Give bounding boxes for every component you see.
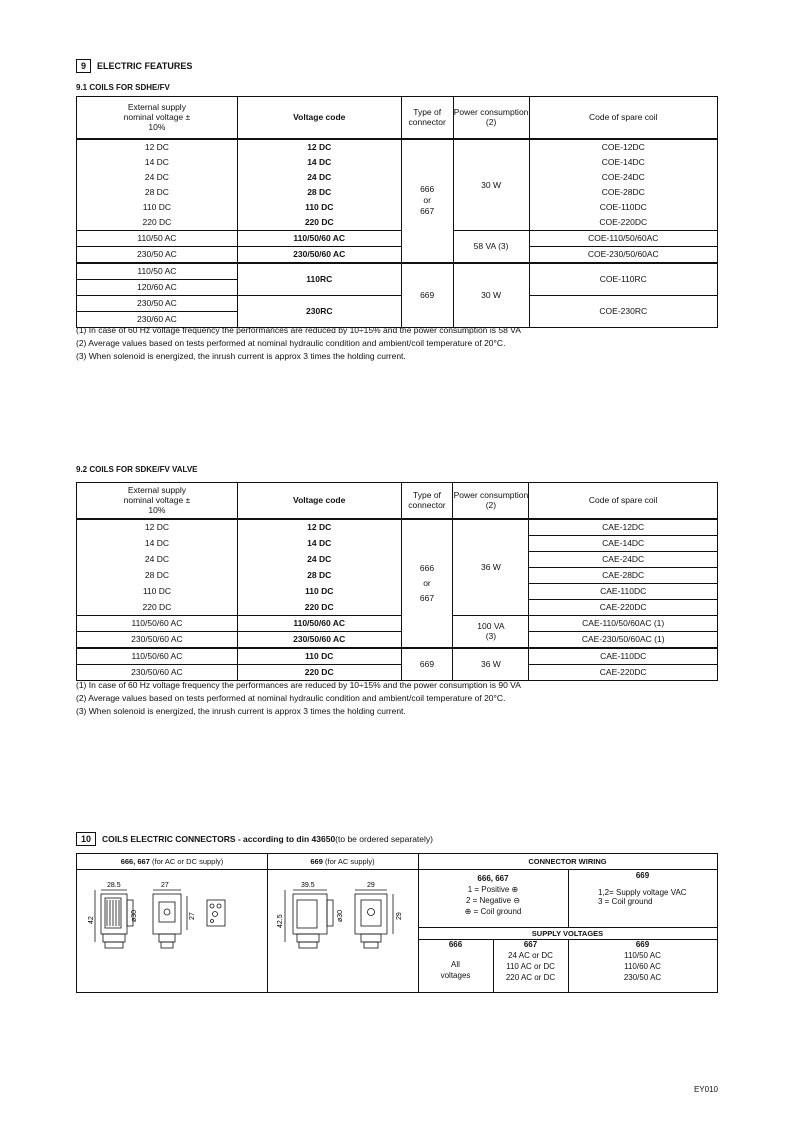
cell-voltage-code: 28 DC <box>237 185 401 200</box>
cell-supply: 24 DC <box>77 551 238 567</box>
cell-supply: 110 DC <box>77 583 238 599</box>
cell-voltage-code: 12 DC <box>237 139 401 155</box>
connector-669-column <box>267 854 419 992</box>
dim-height: 42 <box>88 916 95 924</box>
dim-width-1: 28.5 <box>107 882 121 889</box>
dim-height: 42.5 <box>277 914 284 928</box>
cell-supply: 230/50 AC <box>77 246 238 263</box>
supply-667 <box>493 939 569 992</box>
supply-value: 110/60 AC <box>624 962 661 971</box>
connector-value: 666 <box>419 562 435 573</box>
connector-panel <box>76 853 718 993</box>
cell-power-ac <box>453 615 529 648</box>
header-spare-coil: Code of spare coil <box>529 97 717 139</box>
cell-spare-coil: CAE-110DC <box>529 648 718 665</box>
cell-spare-coil: COE-220DC <box>529 215 717 231</box>
connector-or: or <box>423 195 431 205</box>
wiring-669 <box>568 869 717 927</box>
section-title: ELECTRIC FEATURES <box>97 61 193 71</box>
supply-669 <box>568 939 717 992</box>
cell-power-669: 36 W <box>453 648 529 681</box>
cell-supply: 14 DC <box>77 155 238 170</box>
supply-col-header: 669 <box>635 940 650 949</box>
connector-666-667-column <box>77 854 268 992</box>
cell-spare-coil: COE-12DC <box>529 139 717 155</box>
cell-spare-coil-110rc: COE-110RC <box>529 263 717 296</box>
cell-spare-coil: CAE-24DC <box>529 551 718 567</box>
coil-table-sdhe <box>76 96 718 328</box>
cell-connector-669: 669 <box>401 648 453 681</box>
connector-or: or <box>423 577 431 588</box>
cell-spare-coil: CAE-220DC <box>529 599 718 615</box>
cell-voltage-code: 14 DC <box>237 535 401 551</box>
connector-669-drawing <box>271 878 415 962</box>
cell-supply: 110/50 AC <box>77 230 238 246</box>
section-number: 9 <box>76 59 91 73</box>
header-power: Power consumption (2) <box>453 97 529 139</box>
cell-voltage-code-230rc: 230RC <box>237 295 401 327</box>
note: (1) In case of 60 Hz voltage frequency the performances are reduced by 10÷15% and the power consumption is 58 VA <box>76 325 521 335</box>
cell-supply: 120/60 AC <box>77 279 238 295</box>
note: (3) When solenoid is energized, the inrush current is approx 3 times the holding current. <box>76 706 406 716</box>
supply-value: 110 AC or DC <box>506 962 555 971</box>
cell-supply: 220 DC <box>77 599 238 615</box>
note: (2) Average values based on tests performed at nominal hydraulic condition and ambient/coil temperature of 20°C. <box>76 338 506 348</box>
header-supply: External supply nominal voltage ± 10% <box>77 483 238 519</box>
supply-value: 220 AC or DC <box>505 973 556 982</box>
cell-voltage-code: 24 DC <box>237 170 401 185</box>
cell-voltage-code: 14 DC <box>237 155 401 170</box>
coil-table-sdke <box>76 482 718 681</box>
cell-spare-coil-230rc: COE-230RC <box>529 295 717 327</box>
cell-voltage-code: 220 DC <box>237 599 401 615</box>
header-supply: External supply nominal voltage ± 10% <box>77 97 238 139</box>
cell-supply: 230/50/60 AC <box>77 631 238 648</box>
wiring-line: ⊕ = Coil ground <box>464 907 522 916</box>
cell-voltage-code: 110/50/60 AC <box>237 230 401 246</box>
cell-supply: 220 DC <box>77 215 238 231</box>
cell-voltage-code: 220 DC <box>237 664 401 680</box>
supply-voltages-header: SUPPLY VOLTAGES <box>418 927 717 940</box>
connector-value: 666 <box>420 184 435 194</box>
power-note: (3) <box>485 631 497 641</box>
header-connector: Type of connector <box>401 483 453 519</box>
cell-voltage-code: 28 DC <box>237 567 401 583</box>
cell-spare-coil: COE-14DC <box>529 155 717 170</box>
cell-spare-coil: CAE-220DC <box>529 664 718 680</box>
cell-spare-coil: CAE-14DC <box>529 535 718 551</box>
cell-spare-coil: COE-230/50/60AC <box>529 246 717 263</box>
cell-voltage-code: 230/50/60 AC <box>237 246 401 263</box>
connector-wiring-column <box>418 854 717 992</box>
dim-diameter: ø30 <box>337 909 344 922</box>
header-power: Power consumption (2) <box>453 483 529 519</box>
section-number: 10 <box>76 832 96 846</box>
cell-power-ac: 58 VA (3) <box>453 230 529 263</box>
supply-666 <box>418 939 494 992</box>
wiring-666-667 <box>418 869 569 927</box>
cell-supply: 230/60 AC <box>77 311 238 327</box>
cell-supply: 110/50/60 AC <box>77 648 238 665</box>
supply-value: 24 AC or DC <box>508 951 553 960</box>
dim-height-2: 27 <box>189 912 196 920</box>
wiring-title: 666, 667 <box>477 874 509 883</box>
header-note: (for AC or DC supply) <box>152 857 224 866</box>
cell-spare-coil: CAE-110DC <box>529 583 718 599</box>
supply-value: 110/50 AC <box>624 951 661 960</box>
power-value: 100 VA <box>477 621 505 631</box>
cell-voltage-code: 110 DC <box>237 583 401 599</box>
supply-col-header: 667 <box>523 940 538 949</box>
notes-9-2 <box>76 679 521 718</box>
column-header <box>267 854 418 870</box>
cell-supply: 110/50 AC <box>77 263 238 280</box>
header-voltage-code: Voltage code <box>237 483 401 519</box>
cell-supply: 14 DC <box>77 535 238 551</box>
dim-width-2: 29 <box>367 882 375 889</box>
dim-width-1: 39.5 <box>301 882 315 889</box>
notes-9-1 <box>76 324 521 363</box>
header-code: 666, 667 <box>120 857 150 866</box>
header-connector: Type of connector <box>401 97 453 139</box>
cell-connector-669: 669 <box>401 263 453 328</box>
subsection-9-2-title: 9.2 COILS FOR SDKE/FV VALVE <box>76 465 198 474</box>
cell-spare-coil: COE-28DC <box>529 185 717 200</box>
connector-value: 667 <box>420 206 435 216</box>
cell-voltage-code: 230/50/60 AC <box>237 631 401 648</box>
cell-spare-coil: COE-110/50/60AC <box>529 230 717 246</box>
header-code: 669 <box>310 857 323 866</box>
dim-height-2: 29 <box>396 912 403 920</box>
header-note: (for AC supply) <box>325 857 375 866</box>
cell-supply: 12 DC <box>77 519 238 536</box>
cell-spare-coil: CAE-230/50/60AC (1) <box>529 631 718 648</box>
wiring-line: 1 = Positive ⊕ <box>467 885 519 894</box>
cell-supply: 230/50 AC <box>77 295 238 311</box>
cell-voltage-code-110rc: 110RC <box>237 263 401 296</box>
supply-value: voltages <box>440 971 471 980</box>
cell-supply: 28 DC <box>77 567 238 583</box>
section-title-note: (to be ordered separately) <box>335 834 433 844</box>
cell-spare-coil: COE-24DC <box>529 170 717 185</box>
note: (3) When solenoid is energized, the inrush current is approx 3 times the holding current. <box>76 351 406 361</box>
section-10-heading <box>76 832 433 846</box>
cell-voltage-code: 12 DC <box>237 519 401 536</box>
wiring-title: 669 <box>635 871 650 880</box>
subsection-9-1-title: 9.1 COILS FOR SDHE/FV <box>76 83 170 92</box>
connector-666-667-drawing <box>87 878 259 962</box>
cell-spare-coil: CAE-28DC <box>529 567 718 583</box>
cell-voltage-code: 110 DC <box>237 648 401 665</box>
note: (1) In case of 60 Hz voltage frequency the performances are reduced by 10÷15% and the power consumption is 90 VA <box>76 680 521 690</box>
header-spare-coil: Code of spare coil <box>529 483 718 519</box>
wiring-line: 2 = Negative ⊖ <box>465 896 521 905</box>
cell-connector-666-667 <box>401 139 453 263</box>
note: (2) Average values based on tests performed at nominal hydraulic condition and ambient/coil temperature of 20°C. <box>76 693 506 703</box>
wiring-header: CONNECTOR WIRING <box>418 854 717 870</box>
cell-spare-coil: CAE-12DC <box>529 519 718 536</box>
wiring-line: 3 = Coil ground <box>598 897 653 906</box>
cell-connector-666-667 <box>401 519 453 648</box>
document-code: EY010 <box>693 1085 718 1094</box>
supply-col-header: 666 <box>448 940 463 949</box>
dim-width-2: 27 <box>161 882 169 889</box>
section-9-heading <box>76 59 192 73</box>
cell-supply: 110/50/60 AC <box>77 615 238 631</box>
header-voltage-code: Voltage code <box>237 97 401 139</box>
cell-power-dc: 30 W <box>453 139 529 231</box>
section-title: COILS ELECTRIC CONNECTORS - according to din 43650 <box>102 834 336 844</box>
dim-diameter: ø30 <box>131 909 138 922</box>
cell-spare-coil: CAE-110/50/60AC (1) <box>529 615 718 631</box>
connector-value: 667 <box>419 592 435 603</box>
cell-voltage-code: 110/50/60 AC <box>237 615 401 631</box>
supply-value: All <box>451 960 460 969</box>
cell-voltage-code: 220 DC <box>237 215 401 231</box>
supply-value: 230/50 AC <box>623 973 662 982</box>
cell-voltage-code: 110 DC <box>237 200 401 215</box>
cell-supply: 24 DC <box>77 170 238 185</box>
cell-supply: 110 DC <box>77 200 238 215</box>
cell-power-rc: 30 W <box>453 263 529 328</box>
cell-supply: 28 DC <box>77 185 238 200</box>
cell-voltage-code: 24 DC <box>237 551 401 567</box>
cell-power-dc: 36 W <box>453 519 529 616</box>
wiring-line: 1,2= Supply voltage VAC <box>598 888 687 897</box>
cell-spare-coil: COE-110DC <box>529 200 717 215</box>
cell-supply: 230/50/60 AC <box>77 664 238 680</box>
column-header <box>77 854 267 870</box>
cell-supply: 12 DC <box>77 139 238 155</box>
